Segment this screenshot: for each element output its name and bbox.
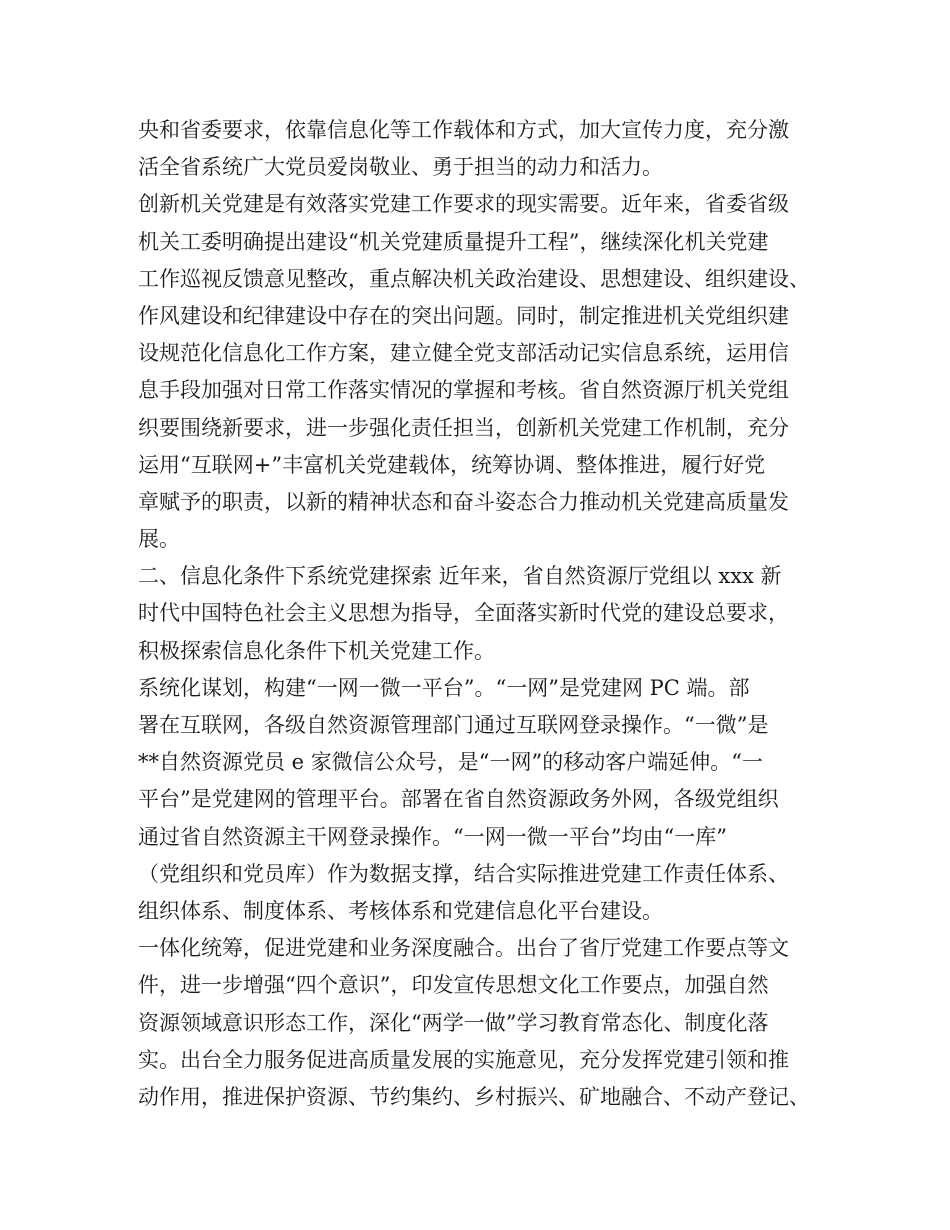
document-body [138, 112, 818, 1116]
section-heading-line: 二、信息化条件下系统党建探索 近年来，省自然资源厅党组以 xxx 新 [138, 564, 782, 589]
text-line: 央和省委要求，依靠信息化等工作载体和方式，加大宣传力度，充分激 [138, 118, 789, 142]
text-line: 活全省系统广大党员爱岗敬业、勇于担当的动力和活力。 [138, 155, 663, 180]
text-line: 时代中国特色社会主义思想为指导，全面落实新时代党的建设总要求， [138, 601, 789, 626]
text-line: 积极探索信息化条件下机关党建工作。 [138, 638, 495, 663]
text-line: 章赋予的职责，以新的精神状态和奋斗姿态合力推动机关党建高质量发 [138, 489, 789, 514]
text-line: 平台”是党建网的管理平台。部署在省自然资源政务外网，各级党组织 [138, 787, 779, 812]
text-line: 动作用，推进保护资源、节约集约、乡村振兴、矿地融合、不动产登记、 [138, 1084, 810, 1109]
text-line: 组织体系、制度体系、考核体系和党建信息化平台建设。 [138, 898, 663, 923]
text-line: （党组织和党员库）作为数据支撑，结合实际推进党建工作责任体系、 [138, 861, 789, 886]
text-line: 系统化谋划，构建“一网一微一平台”。“一网”是党建网 PC 端。部 [138, 675, 750, 700]
text-line: 作风建设和纪律建设中存在的突出问题。同时，制定推进机关党组织建 [138, 303, 789, 328]
text-line: 运用“互联网+”丰富机关党建载体，统筹协调、整体推进，履行好党 [138, 452, 766, 477]
text-line: 工作巡视反馈意见整改，重点解决机关政治建设、思想建设、组织建设、 [138, 266, 810, 291]
text-line: 件，进一步增强“四个意识”，印发宣传思想文化工作要点，加强自然 [138, 973, 769, 998]
text-line: 息手段加强对日常工作落实情况的掌握和考核。省自然资源厅机关党组 [138, 378, 789, 403]
text-line: 通过省自然资源主干网登录操作。“一网一微一平台”均由“一库” [138, 824, 727, 849]
text-line: 机关工委明确提出建设“机关党建质量提升工程”，继续深化机关党建 [138, 229, 769, 254]
text-line: 设规范化信息化工作方案，建立健全党支部活动记实信息系统，运用信 [138, 341, 789, 366]
text-line: 资源领域意识形态工作，深化“两学一做”学习教育常态化、制度化落 [138, 1010, 769, 1035]
text-line: **自然资源党员 e 家微信公众号，是“一网”的移动客户端延伸。“一 [138, 750, 763, 775]
text-line: 实。出台全力服务促进高质量发展的实施意见，充分发挥党建引领和推 [138, 1047, 789, 1072]
text-line: 署在互联网，各级自然资源管理部门通过互联网登录操作。“一微”是 [138, 713, 769, 737]
text-line: 一体化统筹，促进党建和业务深度融合。出台了省厅党建工作要点等文 [138, 936, 789, 961]
text-line: 创新机关党建是有效落实党建工作要求的现实需要。近年来，省委省级 [138, 192, 789, 217]
text-line: 织要围绕新要求，进一步强化责任担当，创新机关党建工作机制，充分 [138, 415, 789, 440]
text-line: 展。 [138, 527, 180, 552]
